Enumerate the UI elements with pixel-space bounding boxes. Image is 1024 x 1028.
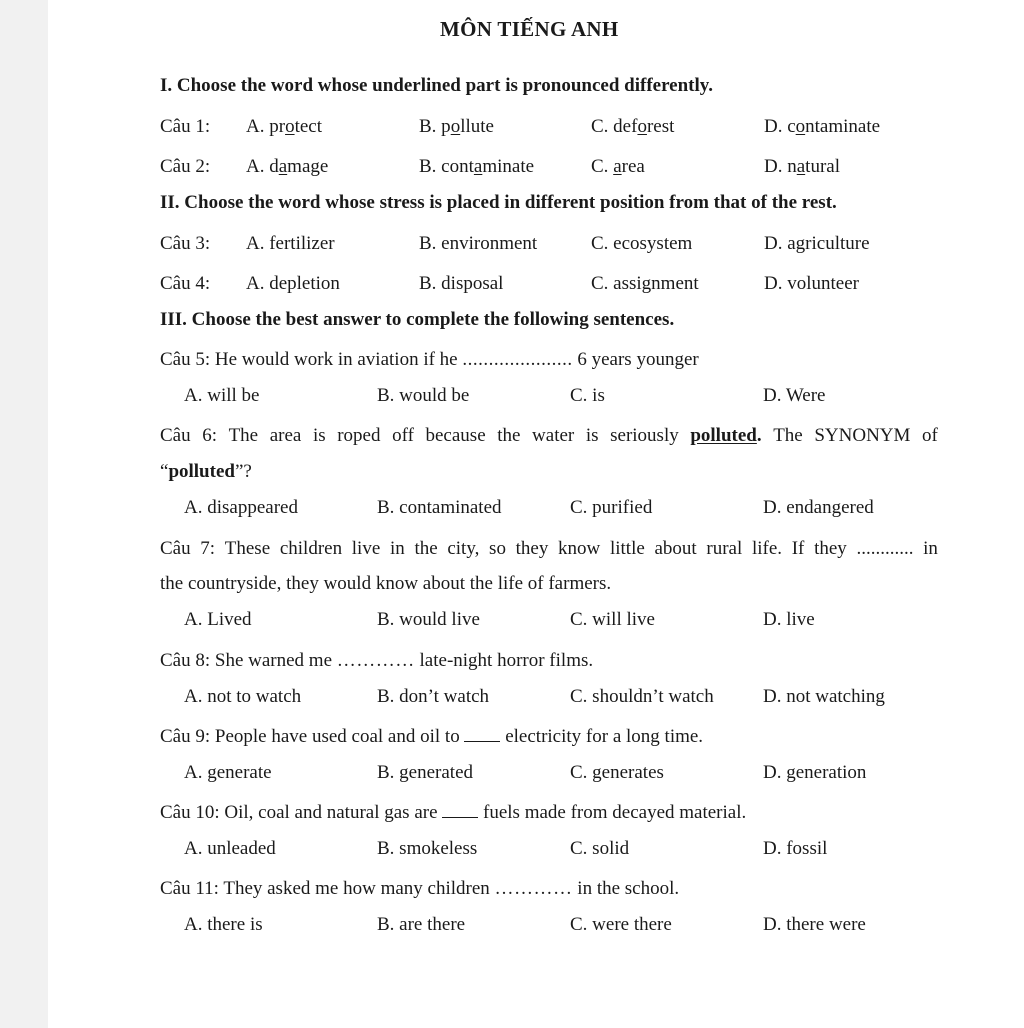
q9-option-a: A. generate <box>184 762 272 783</box>
q6-keyword: polluted <box>690 425 757 446</box>
q10-option-b: B. smokeless <box>377 838 478 859</box>
q11-stem: Câu 11: They asked me how many children ………… in the school. <box>160 878 680 899</box>
q8-stem: Câu 8: She warned me ………… late-night horror films. <box>160 650 594 671</box>
q1-option-d: D. contaminate <box>764 116 881 137</box>
document-page <box>48 0 1024 1028</box>
q2-label: Câu 2: <box>160 156 211 177</box>
q10-stem: Câu 10: Oil, coal and natural gas are fuels made from decayed material. <box>160 802 747 823</box>
q1-label: Câu 1: <box>160 116 211 137</box>
q4-option-c: C. assignment <box>591 273 699 294</box>
q4-label: Câu 4: <box>160 273 211 294</box>
q6-option-a: A. disappeared <box>184 497 298 518</box>
q1-option-b: B. pollute <box>419 116 494 137</box>
section-1-heading: I. Choose the word whose underlined part is pronounced differently. <box>160 75 713 96</box>
q8-option-b: B. don’t watch <box>377 686 490 707</box>
q7-option-b: B. would live <box>377 609 480 630</box>
q3-label: Câu 3: <box>160 233 211 254</box>
q2-option-c: C. area <box>591 156 645 177</box>
q8-option-d: D. not watching <box>763 686 885 707</box>
q10-option-c: C. solid <box>570 838 630 859</box>
q11-option-c: C. were there <box>570 914 672 935</box>
q5-option-c: C. is <box>570 385 605 406</box>
q2-option-b: B. contaminate <box>419 156 535 177</box>
q1-option-c: C. deforest <box>591 116 675 137</box>
q10-blank <box>442 803 478 818</box>
q5-option-a: A. will be <box>184 385 260 406</box>
q4-option-b: B. disposal <box>419 273 504 294</box>
page-title: MÔN TIẾNG ANH <box>440 17 619 41</box>
section-2-heading: II. Choose the word whose stress is placed in different position from that of the rest. <box>160 192 837 213</box>
q4-option-d: D. volunteer <box>764 273 859 294</box>
q3-option-b: B. environment <box>419 233 538 254</box>
q9-option-c: C. generates <box>570 762 664 783</box>
q7-stem-line-2: the countryside, they would know about the life of farmers. <box>160 573 612 594</box>
q10-option-d: D. fossil <box>763 838 828 859</box>
q5-option-d: D. Were <box>763 385 826 406</box>
q3-option-c: C. ecosystem <box>591 233 693 254</box>
q9-option-b: B. generated <box>377 762 474 783</box>
q1-option-a: A. protect <box>246 116 322 137</box>
q6-option-c: C. purified <box>570 497 653 518</box>
q11-option-d: D. there were <box>763 914 866 935</box>
q4-option-a: A. depletion <box>246 273 340 294</box>
q10-option-a: A. unleaded <box>184 838 276 859</box>
q3-option-d: D. agriculture <box>764 233 870 254</box>
q8-option-a: A. not to watch <box>184 686 302 707</box>
q3-option-a: A. fertilizer <box>246 233 335 254</box>
q6-stem-line-1: Câu 6: The area is roped off because the water is seriously polluted. The SYNONYM of <box>160 425 938 446</box>
q5-option-b: B. would be <box>377 385 470 406</box>
q7-stem-line-1: Câu 7: These children live in the city, so they know little about rural life. If they ............ in <box>160 538 938 559</box>
q11-option-a: A. there is <box>184 914 263 935</box>
q11-option-b: B. are there <box>377 914 466 935</box>
q6-option-b: B. contaminated <box>377 497 502 518</box>
q9-option-d: D. generation <box>763 762 867 783</box>
q7-option-c: C. will live <box>570 609 655 630</box>
section-3-heading: III. Choose the best answer to complete the following sentences. <box>160 309 675 330</box>
q7-option-d: D. live <box>763 609 815 630</box>
q8-option-c: C. shouldn’t watch <box>570 686 714 707</box>
q5-stem: Câu 5: He would work in aviation if he ..................... 6 years younger <box>160 349 699 370</box>
q2-option-a: A. damage <box>246 156 329 177</box>
q6-stem-line-2: “polluted”? <box>160 461 252 482</box>
q9-stem: Câu 9: People have used coal and oil to electricity for a long time. <box>160 726 704 747</box>
q6-option-d: D. endangered <box>763 497 874 518</box>
q9-blank <box>464 727 500 742</box>
q7-option-a: A. Lived <box>184 609 252 630</box>
q2-option-d: D. natural <box>764 156 840 177</box>
